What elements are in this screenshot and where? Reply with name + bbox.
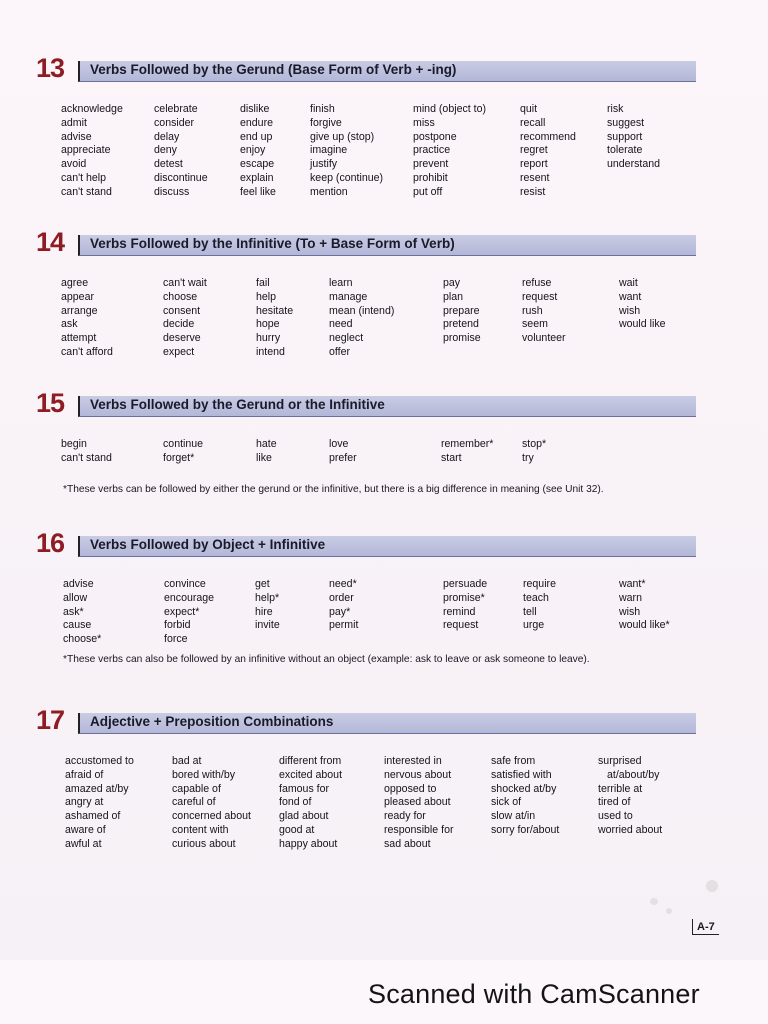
word-entry: sad about [384, 837, 431, 850]
word-entry: forget* [163, 451, 195, 464]
word-entry: feel like [240, 185, 276, 198]
word-entry: surprised [598, 755, 642, 767]
word-column [256, 438, 277, 466]
word-entry: mention [310, 185, 348, 198]
word-entry: sick of [491, 796, 522, 809]
section-title-bar [78, 713, 696, 734]
word-entry: advise [61, 130, 92, 143]
word-entry: remember* [441, 438, 494, 450]
word-entry: can't stand [61, 451, 112, 464]
section-title: Verbs Followed by the Gerund or the Infinitive [90, 397, 385, 412]
word-column [255, 578, 280, 633]
word-entry: resist [520, 185, 546, 198]
word-column [491, 755, 559, 838]
section-15 [36, 388, 696, 495]
word-entry: ask [61, 318, 78, 331]
word-entry: get [255, 578, 270, 590]
stain-mark [650, 898, 658, 905]
section-title-bar [78, 61, 696, 82]
word-entry: wish [619, 304, 641, 317]
word-entry: permit [329, 619, 359, 632]
word-entry: enjoy [240, 144, 266, 157]
word-entry: suggest [607, 116, 645, 129]
word-entry: risk [607, 103, 624, 115]
word-entry: intend [256, 345, 285, 358]
word-entry: quit [520, 103, 538, 115]
word-column [61, 103, 123, 200]
word-entry: recall [520, 116, 546, 129]
word-column [522, 277, 566, 346]
word-entry: awful at [65, 837, 102, 850]
word-entry: tolerate [607, 144, 643, 157]
word-entry: opposed to [384, 782, 437, 795]
word-column [384, 755, 454, 852]
word-column [619, 578, 670, 633]
word-entry: expect [163, 345, 195, 358]
section-title-bar [78, 396, 696, 417]
scanner-watermark: Scanned with CamScanner [368, 979, 700, 1009]
section-title-bar [78, 235, 696, 256]
word-entry: request [443, 619, 479, 632]
stain-mark [706, 880, 718, 892]
word-column [240, 103, 276, 200]
word-entry: escape [240, 158, 275, 171]
word-entry: fond of [279, 796, 312, 809]
word-entry: encourage [164, 591, 215, 604]
word-entry: agree [61, 277, 89, 289]
word-entry: wish [619, 605, 641, 618]
word-entry: ashamed of [65, 810, 121, 823]
section-number: 14 [36, 227, 65, 257]
section-note: *These verbs can also be followed by an infinitive without an object (example: ask to leave or ask someone to leave). [63, 654, 590, 665]
word-entry: recommend [520, 130, 576, 143]
word-entry: appreciate [61, 144, 111, 157]
word-entry: can't afford [61, 345, 113, 358]
section-title: Verbs Followed by Object + Infinitive [90, 537, 326, 552]
word-entry: capable of [172, 782, 221, 795]
word-entry: convince [164, 578, 206, 590]
word-column [163, 438, 203, 466]
word-entry: hurry [256, 332, 281, 345]
word-entry: promise* [443, 591, 485, 604]
word-entry: mean (intend) [329, 304, 395, 317]
word-entry: forgive [310, 116, 342, 129]
word-entry: consent [163, 304, 201, 317]
section-13 [36, 53, 696, 198]
word-entry: remind [443, 605, 476, 618]
word-entry: deny [154, 144, 177, 157]
word-entry: want [619, 290, 642, 303]
word-entry: tired of [598, 796, 631, 809]
section-header [36, 705, 696, 737]
word-entry: prefer [329, 451, 357, 464]
word-column [154, 103, 208, 200]
section-note: *These verbs can be followed by either the gerund or the infinitive, but there is a big difference in meaning (see Unit 32). [63, 484, 604, 495]
word-entry: want* [619, 578, 646, 590]
word-entry: help* [255, 591, 280, 604]
word-entry: manage [329, 290, 368, 303]
word-entry: keep (continue) [310, 171, 384, 184]
word-entry: fail [256, 277, 270, 289]
word-entry: can't help [61, 171, 107, 184]
word-entry: miss [413, 116, 435, 129]
word-entry: satisfied with [491, 768, 552, 781]
word-entry: delay [154, 130, 180, 143]
word-entry: choose [163, 290, 198, 303]
word-entry: learn [329, 277, 353, 289]
word-entry: hesitate [256, 304, 294, 317]
word-entry: glad about [279, 810, 329, 823]
word-entry: urge [523, 619, 545, 632]
word-entry: put off [413, 185, 443, 198]
word-entry: plan [443, 290, 464, 303]
word-entry: offer [329, 345, 351, 358]
word-column [310, 103, 383, 200]
section-number: 16 [36, 528, 65, 558]
section-header [36, 227, 696, 259]
word-entry: endure [240, 116, 273, 129]
word-entry: warn [619, 591, 642, 604]
word-entry: regret [520, 144, 548, 157]
word-entry: shocked at/by [491, 782, 557, 795]
section-number: 13 [36, 53, 65, 83]
word-entry: start [441, 451, 462, 464]
word-column [256, 277, 293, 360]
word-entry: acknowledge [61, 103, 123, 115]
word-entry: ask* [63, 605, 84, 618]
word-entry: give up (stop) [310, 130, 375, 143]
word-column [443, 277, 481, 346]
word-entry: angry at [65, 796, 104, 809]
section-17 [36, 705, 696, 850]
word-entry: detest [154, 158, 183, 171]
word-entry: pay* [329, 605, 351, 618]
section-title: Adjective + Preposition Combinations [90, 714, 334, 729]
word-entry: different from [279, 755, 342, 767]
section-title-bar [78, 536, 696, 557]
word-entry: decide [163, 318, 195, 331]
word-entry: imagine [310, 144, 348, 157]
word-entry: hope [256, 318, 280, 331]
section-title: Verbs Followed by the Gerund (Base Form of Verb + -ing) [90, 62, 457, 77]
word-entry: expect* [164, 605, 200, 618]
word-entry: content with [172, 823, 229, 836]
word-column [523, 578, 556, 633]
word-entry: choose* [63, 633, 102, 646]
word-entry: discontinue [154, 171, 208, 184]
word-column [520, 103, 576, 200]
word-entry: curious about [172, 837, 236, 850]
word-entry: stop* [522, 438, 547, 450]
word-entry: hate [256, 438, 277, 450]
word-entry: practice [413, 144, 451, 157]
word-column [619, 277, 666, 332]
section-title: Verbs Followed by the Infinitive (To + Base Form of Verb) [90, 236, 455, 251]
word-entry: celebrate [154, 103, 198, 115]
word-entry: continue [163, 438, 204, 450]
word-column [443, 578, 487, 633]
word-entry: ready for [384, 810, 426, 823]
word-entry: refuse [522, 277, 552, 289]
word-column [329, 578, 358, 633]
word-entry: support [607, 130, 643, 143]
word-entry: discuss [154, 185, 190, 198]
section-16 [36, 528, 696, 665]
word-entry: bad at [172, 755, 202, 767]
word-entry: report [520, 158, 548, 171]
word-entry: bored with/by [172, 768, 236, 781]
word-entry: terrible at [598, 782, 643, 795]
word-entry: advise [63, 578, 94, 590]
word-entry: wait [619, 277, 638, 289]
word-entry: force [164, 633, 188, 646]
word-entry: slow at/in [491, 810, 536, 823]
word-entry: teach [523, 591, 549, 604]
word-entry: invite [255, 619, 280, 632]
word-entry: need [329, 318, 353, 331]
word-entry: arrange [61, 304, 98, 317]
word-entry: love [329, 438, 349, 450]
word-column [329, 277, 394, 360]
word-entry: finish [310, 103, 335, 115]
word-entry: admit [61, 116, 87, 129]
word-entry: explain [240, 171, 274, 184]
word-entry: accustomed to [65, 755, 134, 767]
word-entry: mind (object to) [413, 103, 487, 115]
word-entry: prepare [443, 304, 480, 317]
word-entry: at/about/by [607, 768, 660, 781]
word-entry: concerned about [172, 810, 251, 823]
word-entry: deserve [163, 332, 201, 345]
word-entry: would like* [619, 619, 670, 632]
word-entry: appear [61, 290, 94, 303]
word-entry: dislike [240, 103, 270, 115]
word-entry: need* [329, 578, 357, 590]
word-entry: forbid [164, 619, 191, 632]
word-column [522, 438, 546, 466]
word-entry: help [256, 290, 277, 303]
word-column [607, 103, 660, 172]
word-column [163, 277, 207, 360]
word-entry: tell [523, 605, 537, 618]
word-column [329, 438, 357, 466]
word-entry: pay [443, 277, 461, 289]
word-entry: try [522, 451, 534, 464]
word-entry: neglect [329, 332, 364, 345]
word-column [65, 755, 134, 852]
word-entry: famous for [279, 782, 330, 795]
section-header [36, 528, 696, 560]
word-entry: pleased about [384, 796, 451, 809]
word-entry: promise [443, 332, 481, 345]
section-header [36, 388, 696, 420]
word-entry: safe from [491, 755, 536, 767]
word-entry: consider [154, 116, 195, 129]
word-entry: resent [520, 171, 550, 184]
word-entry: order [329, 591, 354, 604]
word-entry: nervous about [384, 768, 452, 781]
word-column [172, 755, 251, 852]
word-column [61, 438, 112, 466]
page-number: A-7 [692, 919, 719, 935]
word-entry: responsible for [384, 823, 454, 836]
word-entry: can't wait [163, 277, 207, 289]
section-number: 17 [36, 705, 65, 735]
word-entry: justify [310, 158, 338, 171]
word-entry: request [522, 290, 558, 303]
word-entry: pretend [443, 318, 479, 331]
word-entry: cause [63, 619, 92, 632]
word-entry: afraid of [65, 768, 104, 781]
word-entry: end up [240, 130, 273, 143]
word-entry: happy about [279, 837, 338, 850]
word-entry: careful of [172, 796, 216, 809]
word-entry: allow [63, 591, 88, 604]
word-column [441, 438, 493, 466]
word-entry: would like [619, 318, 666, 331]
word-entry: volunteer [522, 332, 566, 345]
word-column [164, 578, 214, 647]
word-entry: worried about [598, 823, 663, 836]
word-entry: good at [279, 823, 315, 836]
word-entry: used to [598, 810, 633, 823]
word-column [598, 755, 662, 838]
word-entry: hire [255, 605, 273, 618]
word-entry: attempt [61, 332, 97, 345]
word-entry: like [256, 451, 272, 464]
word-entry: postpone [413, 130, 457, 143]
word-entry: prevent [413, 158, 449, 171]
word-entry: begin [61, 438, 87, 450]
word-entry: interested in [384, 755, 442, 767]
word-entry: sorry for/about [491, 823, 560, 836]
word-entry: require [523, 578, 556, 590]
word-entry: seem [522, 318, 548, 331]
word-entry: excited about [279, 768, 343, 781]
word-entry: amazed at/by [65, 782, 129, 795]
word-entry: aware of [65, 823, 106, 836]
word-entry: understand [607, 158, 661, 171]
word-column [279, 755, 342, 852]
word-column [413, 103, 486, 200]
word-entry: avoid [61, 158, 87, 171]
stain-mark [666, 908, 672, 914]
section-14 [36, 227, 696, 358]
section-header [36, 53, 696, 85]
section-number: 15 [36, 388, 65, 418]
word-entry: can't stand [61, 185, 112, 198]
word-column [63, 578, 101, 647]
word-column [61, 277, 113, 360]
word-entry: rush [522, 304, 543, 317]
word-entry: prohibit [413, 171, 448, 184]
word-entry: persuade [443, 578, 488, 590]
